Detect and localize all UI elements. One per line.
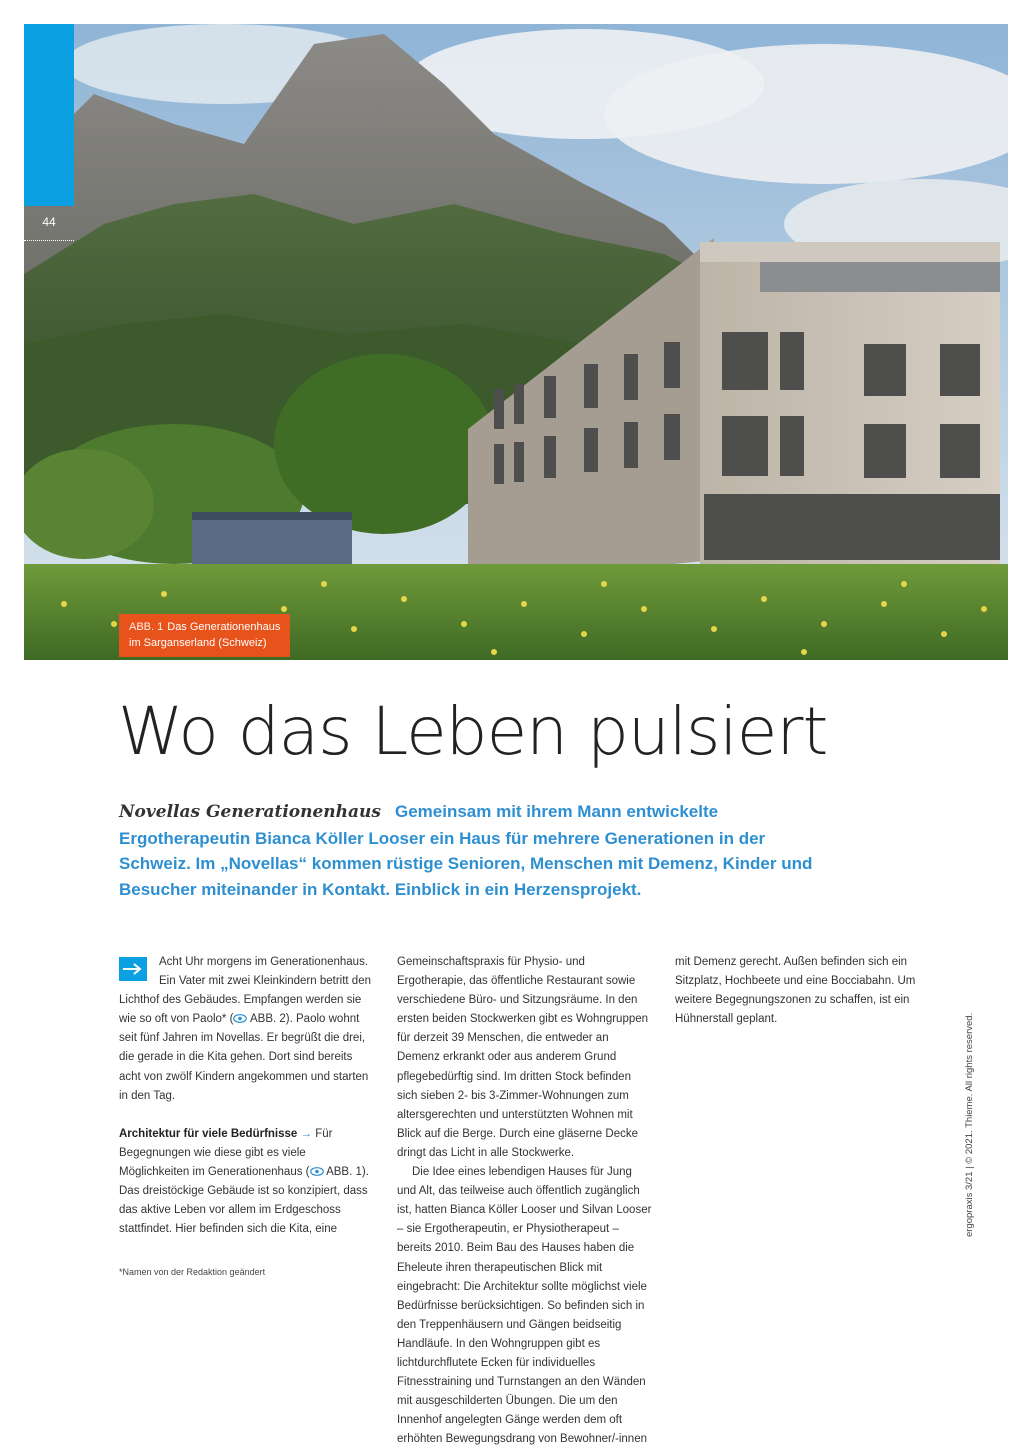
section-subheading: Architektur für viele Bedürfnisse [119, 1127, 298, 1140]
figure-caption-line2: im Sarganserland (Schweiz) [129, 637, 267, 649]
body-paragraph-1: Acht Uhr morgens im Generationenhaus. Ein Vater mit zwei Kleinkindern betritt den Lichthof des Gebäudes. Empfangen werden sie wie so oft von Paolo* ( [119, 956, 371, 1026]
article-start-arrow-icon [119, 957, 147, 981]
body-paragraph-2-continued: Gemeinschaftspraxis für Physio- und Ergotherapie, das öffentliche Restaurant sowie verschiedene Büro- und Sitzungsräume. In den ersten beiden Stockwerken gibt es Wohngruppen für derzeit 39 Menschen, die entweder an Demenz erkrankt oder aus anderem Grund pflegebedürftig sind. Im dritten Stock befinden sich sieben 2- bis 3-Zimmer-Wohnungen zum altersgerechten und unterstützten Wohnen mit Blick auf die Berge. Durch eine gläserne Decke dringt das Licht in alle Stockwerke. [397, 956, 649, 1159]
lead-text: Gemeinsam mit ihrem Mann entwickelte Ergotherapeutin Bianca Köller Looser ein Haus für mehrere Generationen in der Schweiz. Im „Novellas“ kommen rüstige Senioren, Menschen mit Demenz, Kinder und Besucher miteinander in Kontakt. Einblick in ein Herzensprojekt. [119, 802, 813, 899]
text-column-2 [397, 953, 653, 1449]
body-paragraph-3: Die Idee eines lebendigen Hauses für Jung und Alt, das teilweise auch öffentlich zugänglich ist, hatten Bianca Köller Looser und Silvan Looser – sie Ergotherapeutin, er Physiotherapeut – bereits 2010. Beim Bau des Hauses haben die Eheleute ihren therapeutischen Blick mit eingebracht: Die Architektur sollte möglichst viele Bedürfnisse berücksichtigen. So befinden sich in den Treppenhäusern und Gängen beidseitig Handläufe. In den Wohngruppen gibt es lichtdurchflutete Ecken für individuelles Fitnesstraining und Turnstangen an den Wänden mit ausgeschilderten Übungen. Die um den Innenhof angelegten Gänge werden dem oft erhöhten Bewegungsdrang von Bewohner/-innen [397, 1166, 652, 1446]
body-paragraph-2-rest: ). Das dreistöckige Gebäude ist so konzipiert, dass das aktive Leben vor allem im Erdgeschoss stattfindet. Hier befinden sich die Kita, eine [119, 1165, 369, 1236]
figure-caption-line1: Das Generationenhaus [167, 621, 281, 633]
hero-photo [24, 24, 1008, 660]
figure-caption [119, 614, 290, 657]
body-paragraph-2: Für Begegnungen wie diese gibt es viele Möglichkeiten im Generationenhaus ( [119, 1127, 333, 1178]
page-number-divider [24, 240, 74, 241]
figure-reference[interactable]: ABB. 1 [326, 1165, 362, 1178]
article-title: Wo das Leben pulsiert [118, 693, 828, 770]
article-kicker: Novellas Generationenhaus [119, 802, 381, 822]
text-column-1 [119, 953, 375, 1239]
arrow-right-icon: → [300, 1127, 313, 1140]
figure-label: ABB. 1 [129, 621, 164, 633]
figure-reference[interactable]: ABB. 2 [249, 1013, 286, 1026]
publication-credit: ergopraxis 3/21 | © 2021. Thieme. All rights reserved. [964, 1012, 975, 1237]
body-paragraph-3-continued: mit Demenz gerecht. Außen befinden sich ein Sitzplatz, Hochbeete und eine Bocciabahn. Um weitere Begegnungszonen zu schaffen, ist ein Hühnerstall geplant. [675, 956, 916, 1026]
section-color-tab [24, 24, 74, 206]
eye-icon [310, 1167, 324, 1176]
article-lead [119, 799, 839, 902]
footnote: *Namen von der Redaktion geändert [119, 1267, 266, 1277]
body-paragraph-1-rest: ). Paolo wohnt seit fünf Jahren im Novellas. Er begrüßt die drei, die gerade in die Kita gehen. Dort sind bereits acht von zwölf Kindern angekommen und starten in den Tag. [119, 1013, 369, 1102]
text-column-3 [675, 953, 931, 1029]
eye-icon [233, 1014, 247, 1023]
page-number: 44 [42, 215, 56, 229]
